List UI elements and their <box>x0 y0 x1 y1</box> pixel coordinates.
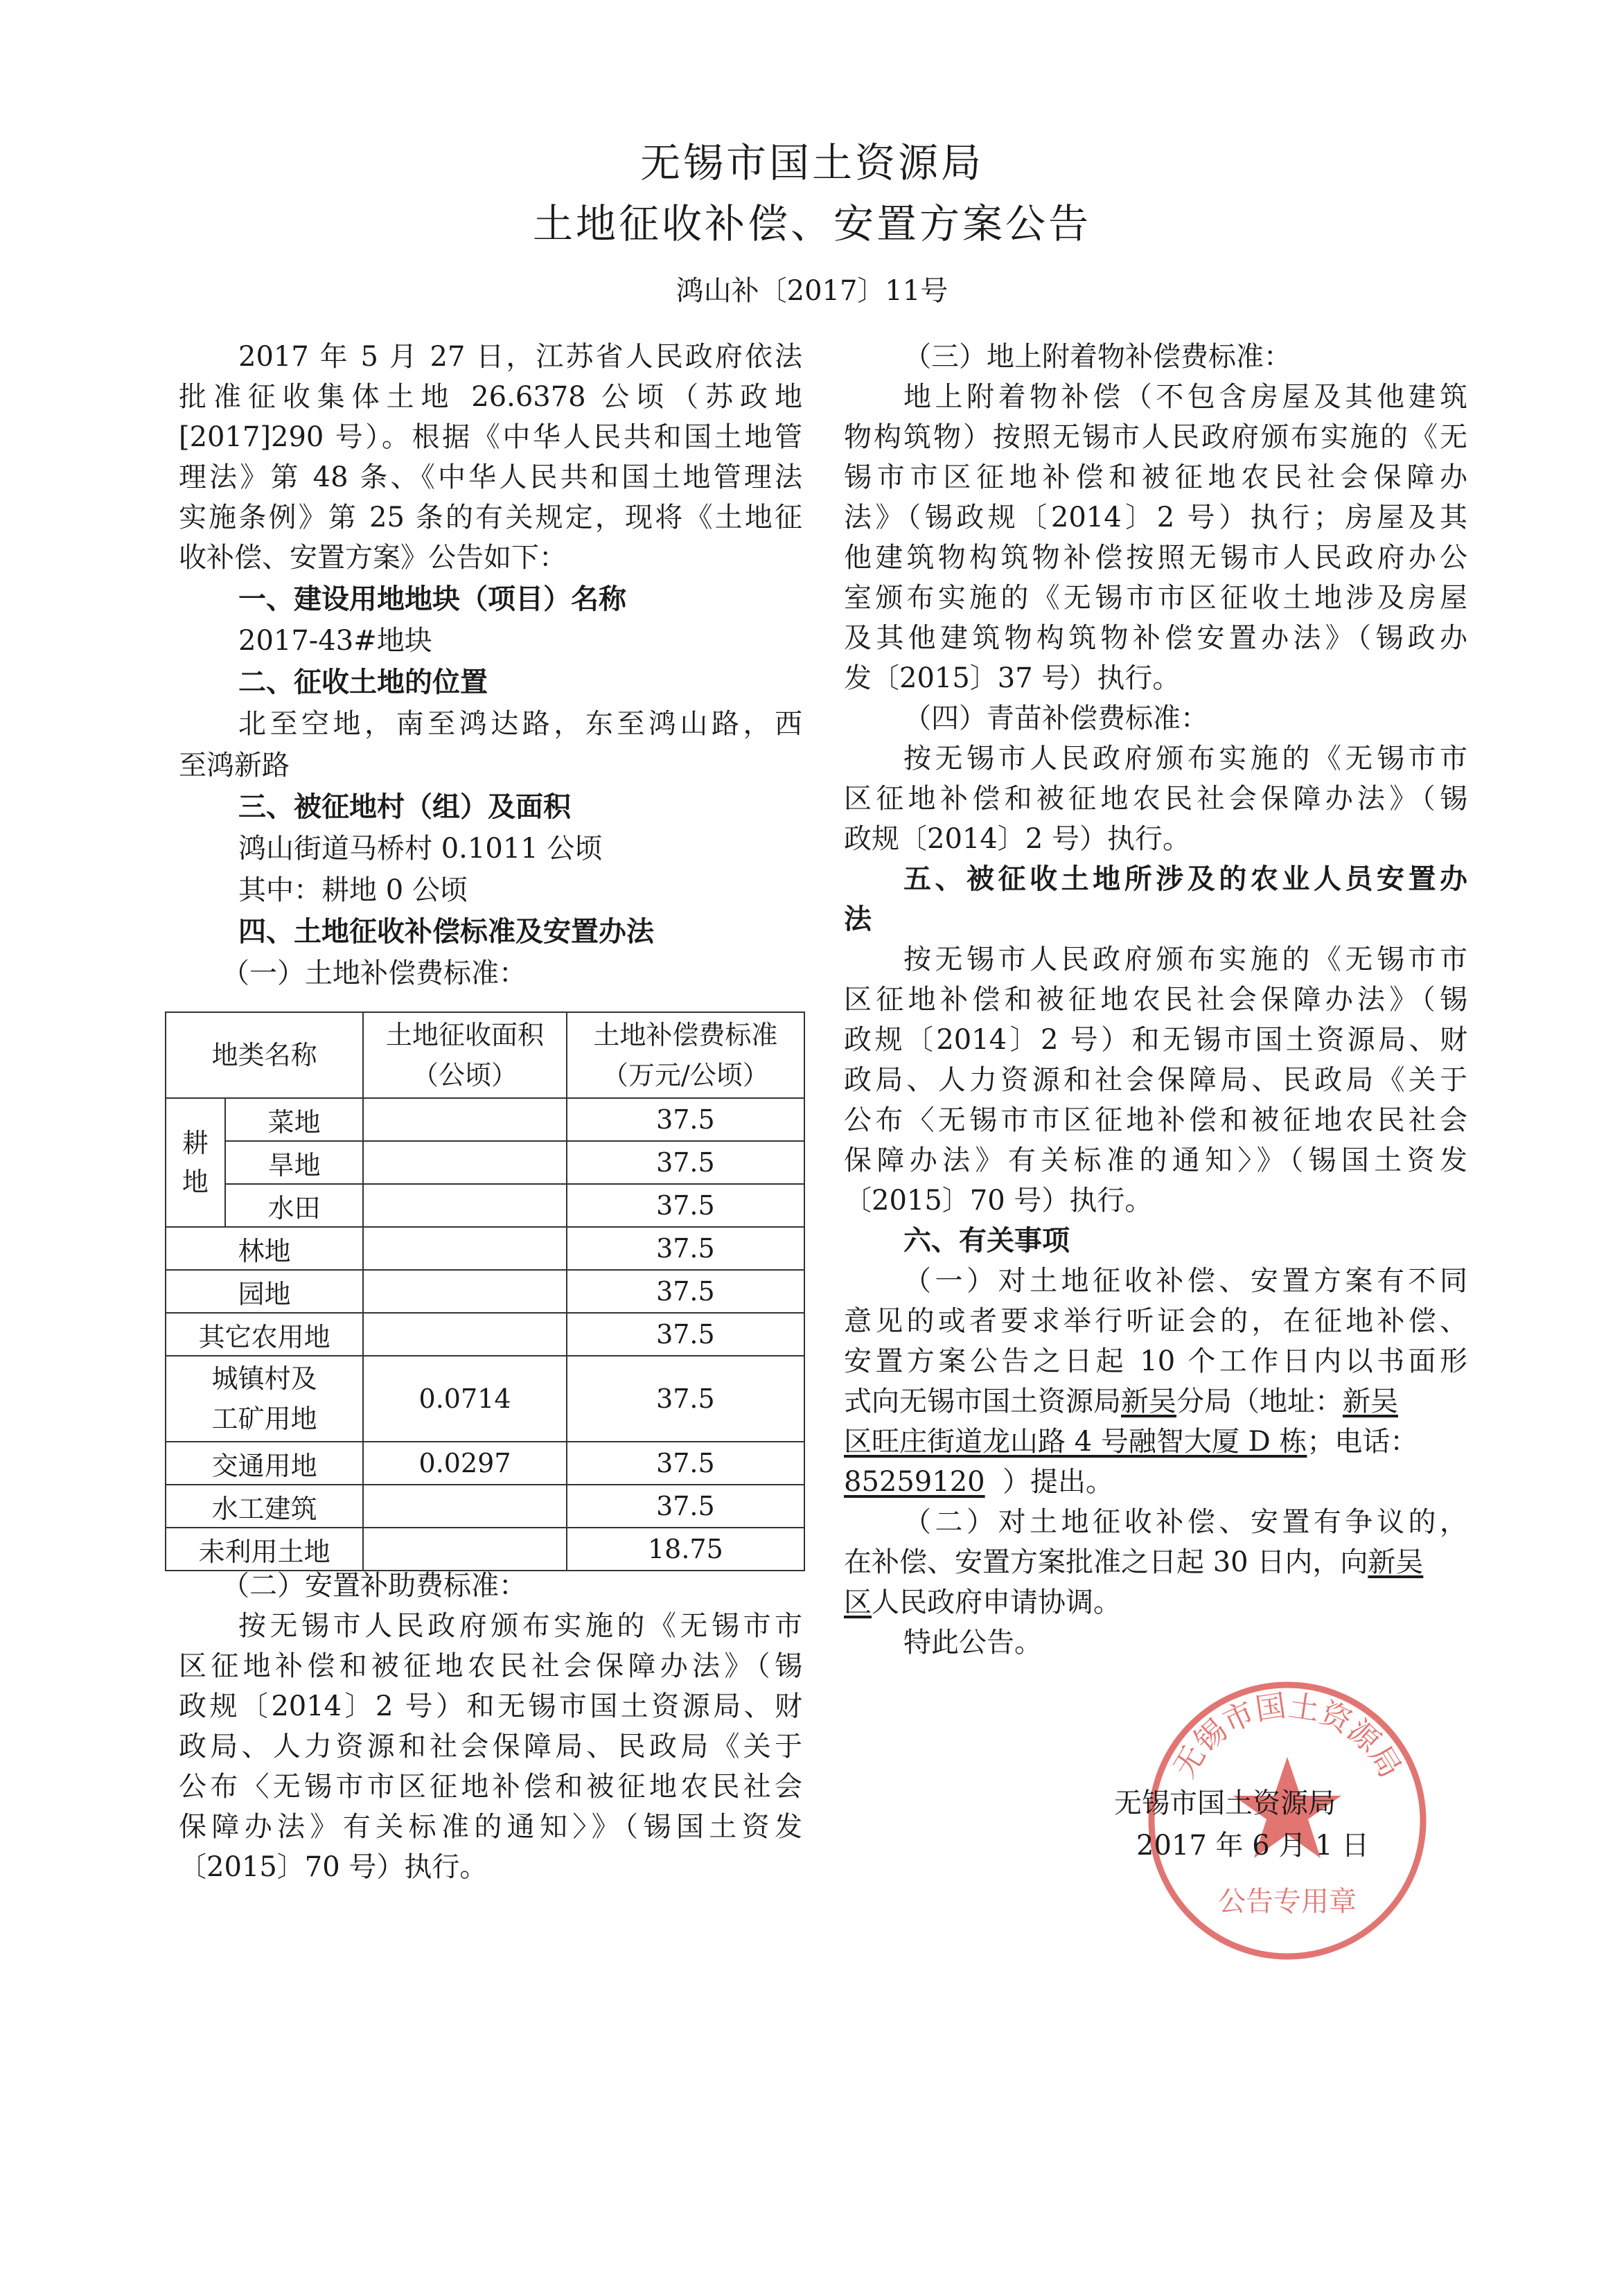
paragraph-line: 地上附着物补偿（不包含房屋及其他建筑 <box>903 381 1467 413</box>
paragraph-line: 理法》第 48 条、《中华人民共和国土地管理法 <box>179 461 802 493</box>
table-cell: 37.5 <box>567 1356 804 1442</box>
paragraph-line: 室颁布实施的《无锡市市区征收土地涉及房屋 <box>844 582 1467 614</box>
table-cell: 37.5 <box>567 1442 804 1485</box>
table-cell: 37.5 <box>567 1098 804 1141</box>
paragraph-line: 按无锡市人民政府颁布实施的《无锡市市 <box>903 743 1467 775</box>
section-heading-2: 二、征收土地的位置 <box>238 666 488 698</box>
table-cell: 0.0714 <box>363 1356 566 1442</box>
table-row <box>166 1442 804 1485</box>
svg-text:无锡市国土资源局: 无锡市国土资源局 <box>1167 1688 1408 1784</box>
table-row <box>166 1356 804 1442</box>
paragraph-line: 意见的或者要求举行听证会的，在征地补偿、 <box>844 1305 1467 1337</box>
document-title-line2: 土地征收补偿、安置方案公告 <box>532 200 1091 247</box>
table-cell: 菜地 <box>225 1098 363 1141</box>
table-cell: 37.5 <box>567 1227 804 1270</box>
paragraph-line: 发〔2015〕37 号）执行。 <box>844 662 1181 694</box>
paragraph-line: 政规〔2014〕2 号）和无锡市国土资源局、财 <box>179 1690 802 1722</box>
paragraph-line: 安置方案公告之日起 10 个工作日内以书面形 <box>844 1345 1467 1377</box>
table-header-cell: 地类名称 <box>166 1012 363 1098</box>
paragraph-line: 政局、人力资源和社会保障局、民政局《关于 <box>179 1731 802 1762</box>
paragraph-line: 在补偿、安置方案批准之日起 30 日内，向新吴 <box>844 1546 1424 1578</box>
table-cell: 水田 <box>225 1184 363 1227</box>
paragraph-line: （一）对土地征收补偿、安置方案有不同 <box>903 1265 1467 1297</box>
table-cell: 未利用土地 <box>166 1528 363 1571</box>
paragraph-line: 保障办法》有关标准的通知〉》（锡国土资发 <box>844 1144 1467 1176</box>
section-heading-4: 四、土地征收补偿标准及安置办法 <box>238 915 654 948</box>
table-cell: 林地 <box>166 1227 363 1270</box>
paragraph-line: 政规〔2014〕2 号）执行。 <box>844 823 1190 855</box>
section-text: 其中：耕地 0 公顷 <box>238 874 468 906</box>
official-seal <box>1142 1675 1433 1966</box>
paragraph-line: 〔2015〕70 号）执行。 <box>844 1185 1153 1217</box>
table-row <box>166 1141 804 1184</box>
paragraph-line: 2017 年 5 月 27 日，江苏省人民政府依法 <box>238 341 802 373</box>
paragraph-line: 区旺庄街道龙山路 4 号融智大厦 D 栋；电话： <box>844 1426 1418 1458</box>
table-cell <box>363 1227 566 1270</box>
table-cell: 37.5 <box>567 1270 804 1313</box>
closing-text: 特此公告。 <box>903 1627 1042 1659</box>
compensation-table <box>165 1011 805 1571</box>
paragraph-line: 及其他建筑物构筑物补偿安置办法》（锡政办 <box>844 622 1467 654</box>
paragraph-line: 区人民政府申请协调。 <box>844 1587 1121 1618</box>
document-number: 鸿山补〔2017〕11号 <box>676 275 948 307</box>
table-cell <box>363 1313 566 1356</box>
paragraph-line: 批准征收集体土地 26.6378 公顷（苏政地 <box>179 381 802 413</box>
table-header-cell: 土地补偿费标准 （万元/公顷） <box>567 1012 804 1098</box>
paragraph-line: 锡市市区征地补偿和被征地农民社会保障办 <box>844 461 1467 493</box>
table-cell <box>363 1485 566 1528</box>
section-heading-5-cont: 法 <box>844 903 872 935</box>
paragraph-line: 他建筑物构筑物补偿按照无锡市人民政府办公 <box>844 542 1467 574</box>
table-row <box>166 1098 804 1141</box>
paragraph-line: 政规〔2014〕2 号）和无锡市国土资源局、财 <box>844 1024 1467 1056</box>
table-cell: 旱地 <box>225 1141 363 1184</box>
section-text: 至鸿新路 <box>179 750 290 781</box>
paragraph-line: 公布〈无锡市市区征地补偿和被征地农民社会 <box>844 1104 1467 1136</box>
table-cell: 37.5 <box>567 1184 804 1227</box>
subsection-heading: （一）土地补偿费标准： <box>222 957 527 989</box>
table-group-cell: 耕 地 <box>166 1098 225 1227</box>
table-cell: 交通用地 <box>166 1442 363 1485</box>
table-cell <box>363 1141 566 1184</box>
paragraph-line: 保障办法》有关标准的通知〉》（锡国土资发 <box>179 1811 802 1843</box>
section-heading-3: 三、被征地村（组）及面积 <box>238 790 571 823</box>
paragraph-line: 收补偿、安置方案》公告如下： <box>179 542 567 574</box>
paragraph-line: 政局、人力资源和社会保障局、民政局《关于 <box>844 1064 1467 1096</box>
section-heading-6: 六、有关事项 <box>903 1224 1070 1257</box>
table-row <box>166 1270 804 1313</box>
table-cell <box>363 1270 566 1313</box>
svg-text:公告专用章: 公告专用章 <box>1218 1886 1357 1918</box>
table-cell: 其它农用地 <box>166 1313 363 1356</box>
paragraph-line: 区征地补偿和被征地农民社会保障办法》（锡 <box>844 783 1467 815</box>
table-row <box>166 1313 804 1356</box>
document-title-line1: 无锡市国土资源局 <box>639 139 984 186</box>
table-cell: 18.75 <box>567 1528 804 1571</box>
table-row <box>166 1485 804 1528</box>
paragraph-line: 实施条例》第 25 条的有关规定，现将《土地征 <box>179 502 802 533</box>
section-text: 2017-43#地块 <box>238 625 432 657</box>
paragraph-line: 〔2015〕70 号）执行。 <box>179 1851 488 1883</box>
paragraph-line: （二）对土地征收补偿、安置有争议的， <box>903 1506 1467 1538</box>
paragraph-line: 法》（锡政规〔2014〕2 号）执行；房屋及其 <box>844 502 1467 533</box>
table-row <box>166 1227 804 1270</box>
paragraph-line: 物构筑物）按照无锡市人民政府颁布实施的《无 <box>844 421 1467 453</box>
signature-date: 2017 年 6 月 1 日 <box>1136 1830 1370 1862</box>
paragraph-line: [2017]290 号）。根据《中华人民共和国土地管 <box>179 421 802 453</box>
signer-name: 无锡市国土资源局 <box>1114 1787 1336 1819</box>
paragraph-line: 区征地补偿和被征地农民社会保障办法》（锡 <box>844 984 1467 1016</box>
section-heading-1: 一、建设用地地块（项目）名称 <box>238 583 626 615</box>
section-text: 鸿山街道马桥村 0.1011 公顷 <box>238 833 603 865</box>
paragraph-line: 按无锡市人民政府颁布实施的《无锡市市 <box>903 944 1467 975</box>
table-cell: 37.5 <box>567 1313 804 1356</box>
table-cell: 0.0297 <box>363 1442 566 1485</box>
table-cell: 水工建筑 <box>166 1485 363 1528</box>
subsection-heading: （四）青苗补偿费标准： <box>903 702 1208 734</box>
paragraph-line: 85259120 ）提出。 <box>844 1466 1114 1498</box>
paragraph-line: 按无锡市人民政府颁布实施的《无锡市市 <box>238 1610 802 1642</box>
paragraph-line: 式向无锡市国土资源局新吴分局（地址：新吴 <box>844 1386 1398 1417</box>
table-cell <box>363 1098 566 1141</box>
section-heading-5: 五、被征收土地所涉及的农业人员安置办 <box>903 863 1467 895</box>
subsection-heading: （二）安置补助费标准： <box>222 1570 527 1602</box>
table-cell <box>363 1184 566 1227</box>
table-header-cell: 土地征收面积 （公顷） <box>363 1012 566 1098</box>
table-cell: 37.5 <box>567 1141 804 1184</box>
table-cell: 城镇村及 工矿用地 <box>166 1356 363 1442</box>
subsection-heading: （三）地上附着物补偿费标准： <box>903 341 1291 373</box>
table-header-row <box>166 1012 804 1098</box>
paragraph-line: 公布〈无锡市市区征地补偿和被征地农民社会 <box>179 1771 802 1803</box>
paragraph-line: 区征地补偿和被征地农民社会保障办法》（锡 <box>179 1650 802 1682</box>
table-cell: 园地 <box>166 1270 363 1313</box>
table-row <box>166 1184 804 1227</box>
section-text: 北至空地，南至鸿达路，东至鸿山路，西 <box>238 708 802 740</box>
table-cell: 37.5 <box>567 1485 804 1528</box>
